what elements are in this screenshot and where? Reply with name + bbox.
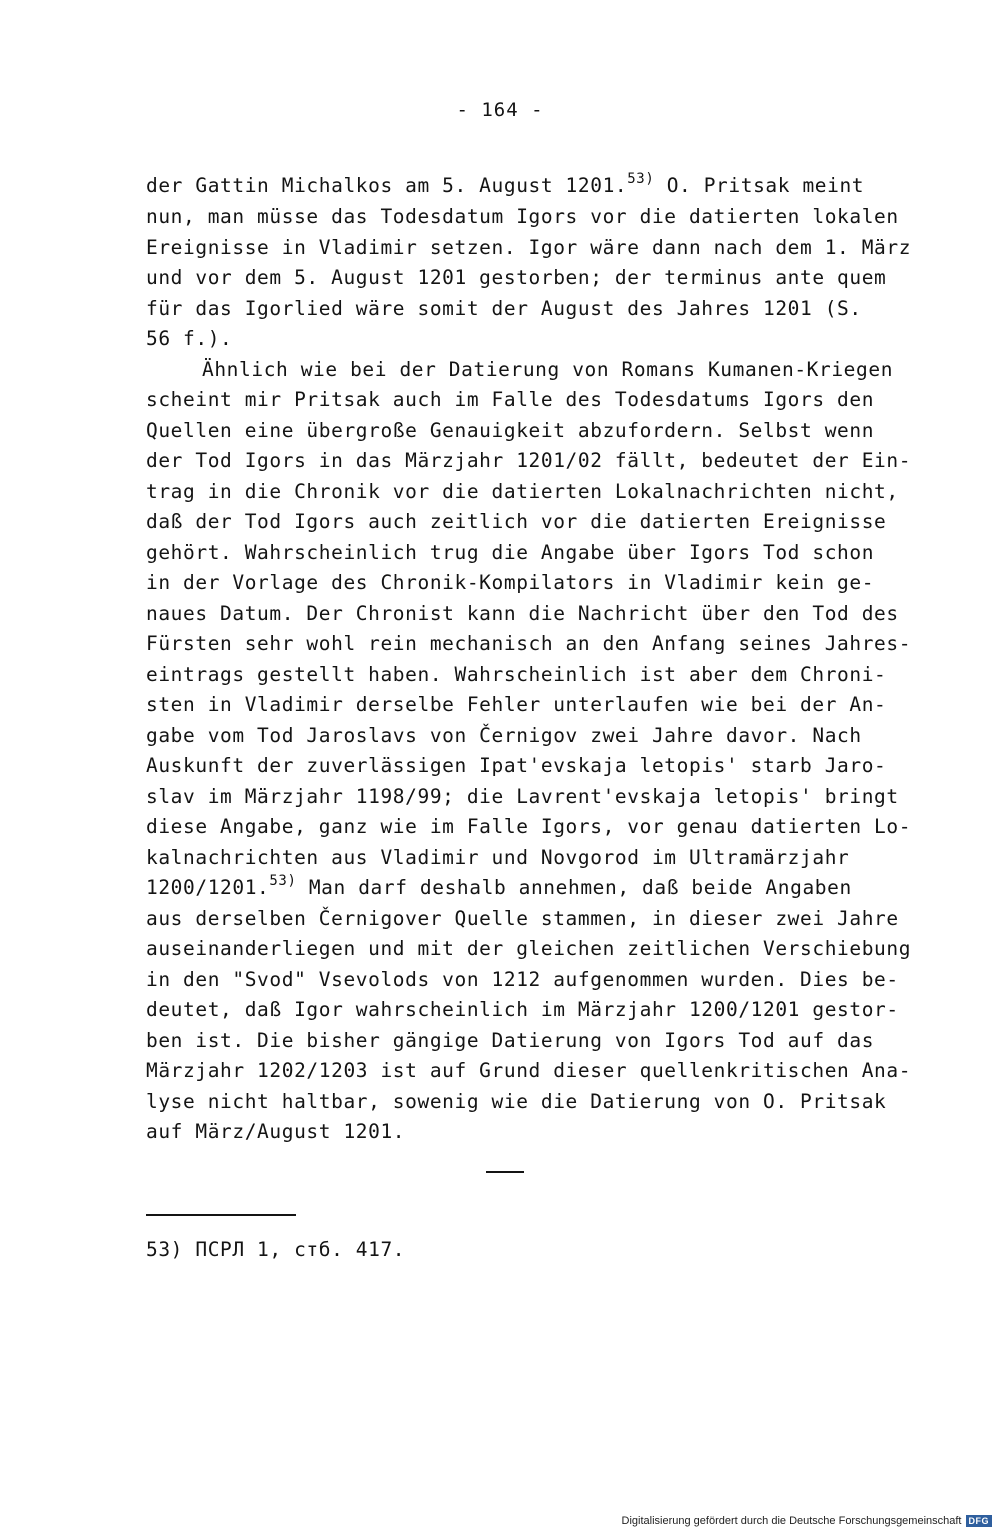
text-line-16: Fürsten sehr wohl rein mechanisch an den Anfang seines Jahres- — [146, 632, 912, 655]
footnote-divider — [146, 1214, 296, 1216]
line-text: O. Pritsak meint — [654, 174, 865, 197]
text-line-32: auf März/August 1201. — [146, 1120, 406, 1143]
text-line-24 — [146, 872, 852, 899]
text-line-7: Ähnlich wie bei der Datierung von Romans Kumanen-Kriegen — [202, 358, 894, 381]
dfg-logo-icon: DFG — [966, 1515, 993, 1527]
page-number: - 164 - — [456, 99, 544, 121]
section-end-rule — [486, 1171, 524, 1173]
text-line-12: daß der Tod Igors auch zeitlich vor die datierten Ereignisse — [146, 510, 887, 533]
text-line-14: in der Vorlage des Chronik-Kompilators in Vladimir kein ge- — [146, 571, 875, 594]
line-text: Man darf deshalb annehmen, daß beide Angaben — [296, 876, 852, 899]
credit-text: Digitalisierung gefördert durch die Deutsche Forschungsgemeinschaft — [621, 1515, 962, 1527]
footnote-ref: 53) — [269, 872, 297, 889]
text-line-11: trag in die Chronik vor die datierten Lokalnachrichten nicht, — [146, 480, 899, 503]
text-line-10: der Tod Igors in das Märzjahr 1201/02 fällt, bedeutet der Ein- — [146, 449, 912, 472]
text-line-1 — [146, 170, 865, 197]
text-line-29: ben ist. Die bisher gängige Datierung von Igors Tod auf das — [146, 1029, 875, 1052]
text-line-15: naues Datum. Der Chronist kann die Nachricht über den Tod des — [146, 602, 899, 625]
text-line-13: gehört. Wahrscheinlich trug die Angabe über Igors Tod schon — [146, 541, 875, 564]
footnote: 53) ПСРЛ 1, стб. 417. — [146, 1238, 406, 1261]
text-line-17: eintrags gestellt haben. Wahrscheinlich ist aber dem Chroni- — [146, 663, 887, 686]
text-line-20: Auskunft der zuverlässigen Ipat'evskaja letopis' starb Jaro- — [146, 754, 887, 777]
digitization-credit — [622, 1515, 992, 1527]
line-text: der Gattin Michalkos am 5. August 1201. — [146, 174, 628, 197]
footnote-ref: 53) — [627, 170, 655, 187]
text-line-27: in den "Svod" Vsevolods von 1212 aufgenommen wurden. Dies be- — [146, 968, 899, 991]
text-line-21: slav im Märzjahr 1198/99; die Lavrent'evskaja letopis' bringt — [146, 785, 899, 808]
text-line-28: deutet, daß Igor wahrscheinlich im Märzjahr 1200/1201 gestor- — [146, 998, 899, 1021]
text-line-19: gabe vom Tod Jaroslavs von Černigov zwei Jahre davor. Nach — [146, 724, 862, 747]
text-line-30: Märzjahr 1202/1203 ist auf Grund dieser quellenkritischen Ana- — [146, 1059, 912, 1082]
text-line-23: kalnachrichten aus Vladimir und Novgorod im Ultramärzjahr — [146, 846, 850, 869]
text-line-18: sten in Vladimir derselbe Fehler unterlaufen wie bei der An- — [146, 693, 887, 716]
text-line-3: Ereignisse in Vladimir setzen. Igor wäre dann nach dem 1. März — [146, 236, 912, 259]
line-text: 1200/1201. — [146, 876, 270, 899]
text-line-31: lyse nicht haltbar, sowenig wie die Datierung von O. Pritsak — [146, 1090, 887, 1113]
text-line-4: und vor dem 5. August 1201 gestorben; der terminus ante quem — [146, 266, 887, 289]
text-line-6: 56 f.). — [146, 327, 233, 350]
text-line-9: Quellen eine übergroße Genauigkeit abzufordern. Selbst wenn — [146, 419, 875, 442]
text-line-8: scheint mir Pritsak auch im Falle des Todesdatums Igors den — [146, 388, 875, 411]
text-line-2: nun, man müsse das Todesdatum Igors vor die datierten lokalen — [146, 205, 899, 228]
text-line-25: aus derselben Černigover Quelle stammen, in dieser zwei Jahre — [146, 907, 899, 930]
text-line-26: auseinanderliegen und mit der gleichen zeitlichen Verschiebung — [146, 937, 912, 960]
text-line-22: diese Angabe, ganz wie im Falle Igors, vor genau datierten Lo- — [146, 815, 912, 838]
text-line-5: für das Igorlied wäre somit der August des Jahres 1201 (S. — [146, 297, 862, 320]
